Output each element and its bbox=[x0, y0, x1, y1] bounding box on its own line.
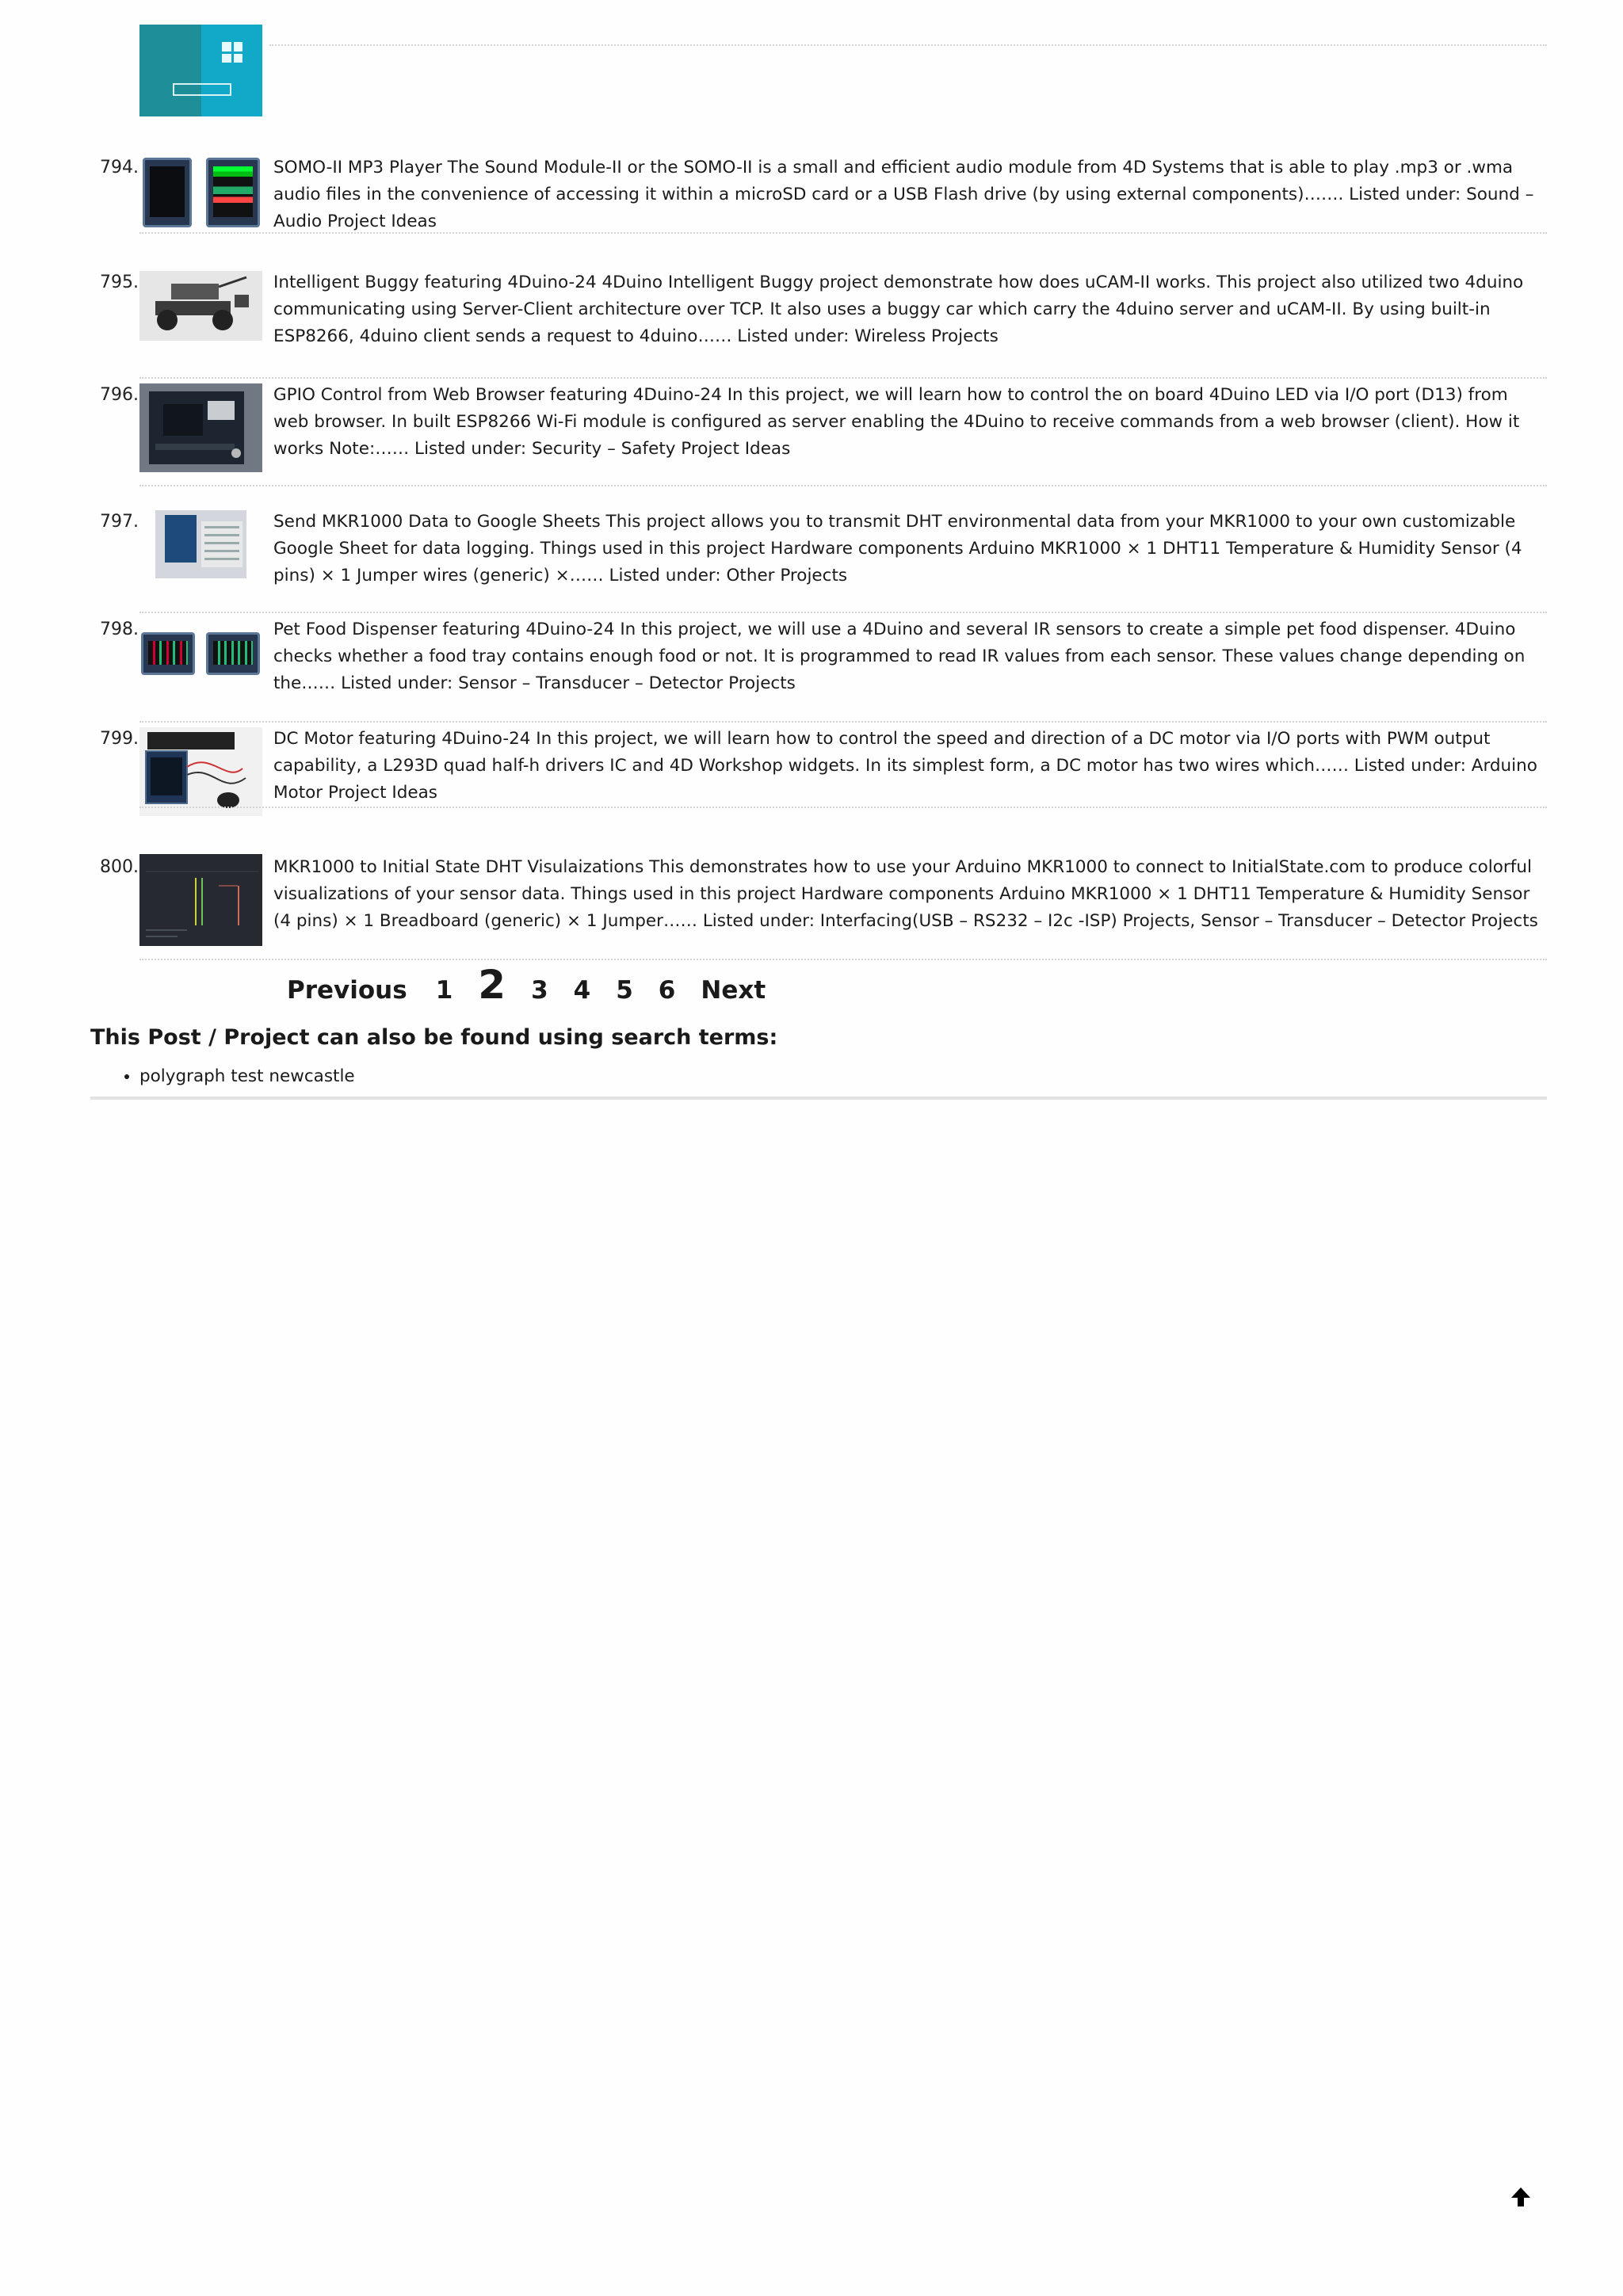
pagination bbox=[287, 962, 794, 1008]
item-description[interactable]: Intelligent Buggy featuring 4Duino-24 4Duino Intelligent Buggy project demonstrate how does uCAM-II works. This project also utilized two 4duino communicating using Server-Client architecture over TCP. It also uses a buggy car which carry the 4duino server and uCAM-II. By using built-in ESP8266, 4duino client sends a request to 4duino…… Listed under: Wireless Projects bbox=[273, 273, 1524, 346]
breadboard-image bbox=[155, 510, 246, 578]
list-separator bbox=[269, 44, 1547, 46]
item-number: 798. bbox=[100, 620, 139, 639]
item-number: 799. bbox=[100, 729, 139, 749]
project-thumbnail[interactable] bbox=[139, 25, 262, 116]
pagination-page-3[interactable]: 3 bbox=[531, 976, 548, 1005]
project-thumbnail[interactable] bbox=[139, 156, 262, 229]
section-divider bbox=[90, 1097, 1547, 1100]
item-number: 800. bbox=[100, 857, 139, 877]
project-thumbnail[interactable] bbox=[139, 271, 262, 341]
pagination-page-1[interactable]: 1 bbox=[435, 976, 453, 1005]
windows-logo-icon bbox=[222, 42, 242, 63]
project-thumbnail[interactable] bbox=[155, 510, 246, 578]
list-separator bbox=[139, 377, 1547, 379]
item-description[interactable]: Send MKR1000 Data to Google Sheets This project allows you to transmit DHT environmental data from your MKR1000 to your own customizable Google Sheet for data logging. Things used in this project Hardware components Arduino MKR1000 × 1 DHT11 Temperature & Humidity Sensor (4 pins) × 1 Jumper wires (generic) ×…… Listed under: Other Projects bbox=[273, 512, 1522, 585]
item-description[interactable]: DC Motor featuring 4Duino-24 In this project, we will learn how to control the speed and direction of a DC motor via I/O ports with PWM output capability, a L293D quad half-h drivers IC and 4D Workshop widgets. In its simplest form, a DC motor has two wires which…… Listed under: Arduino Motor Project Ideas bbox=[273, 729, 1537, 803]
pagination-page-6[interactable]: 6 bbox=[658, 976, 676, 1005]
pagination-page-5[interactable]: 5 bbox=[616, 976, 633, 1005]
item-number: 794. bbox=[100, 158, 139, 177]
item-description[interactable]: Pet Food Dispenser featuring 4Duino-24 In this project, we will use a 4Duino and several IR sensors to create a simple pet food dispenser. 4Duino checks whether a food tray contains enough food or not. It is programmed to read IR values from each sensor. These values change depending on the…… Listed under: Sensor – Transducer – Detector Projects bbox=[273, 620, 1526, 693]
project-thumbnail[interactable] bbox=[139, 727, 262, 816]
pagination-page-4[interactable]: 4 bbox=[573, 976, 591, 1005]
list-separator bbox=[139, 485, 1547, 486]
item-number: 795. bbox=[100, 273, 139, 292]
list-separator bbox=[139, 807, 1547, 808]
search-terms-title: This Post / Project can also be found using search terms: bbox=[90, 1025, 778, 1050]
arrow-up-icon[interactable] bbox=[1509, 2185, 1533, 2209]
item-description[interactable]: GPIO Control from Web Browser featuring 4Duino-24 In this project, we will learn how to control the on board 4Duino LED via I/O port (D13) from web browser. In built ESP8266 Wi-Fi module is configured as server enabling the 4Duino to receive commands from a web browser (client). How it works Note:…… Listed under: Security – Safety Project Ideas bbox=[273, 385, 1520, 459]
item-description[interactable]: SOMO-II MP3 Player The Sound Module-II or the SOMO-II is a small and efficient audio module from 4D Systems that is able to play .mp3 or .wma audio files in the convenience of accessing it within a microSD card or a USB Flash drive (by using external components)……. Listed under: Sound – Audio Project Ideas bbox=[273, 158, 1534, 231]
pagination-next[interactable]: Next bbox=[701, 976, 766, 1005]
list-separator bbox=[139, 721, 1547, 723]
motor-image bbox=[139, 727, 262, 816]
item-number: 797. bbox=[100, 512, 139, 532]
list-separator bbox=[139, 959, 1547, 960]
list-separator bbox=[139, 612, 1547, 613]
pagination-current-page: 2 bbox=[478, 962, 506, 1008]
project-thumbnail[interactable] bbox=[139, 383, 262, 472]
item-number: 796. bbox=[100, 385, 139, 405]
project-thumbnail[interactable] bbox=[139, 854, 262, 946]
buggy-image bbox=[139, 271, 262, 341]
board-image bbox=[139, 383, 262, 472]
search-terms-list bbox=[119, 1063, 355, 1090]
list-separator bbox=[139, 232, 1547, 234]
project-thumbnail[interactable] bbox=[139, 631, 262, 686]
dashboard-image bbox=[139, 854, 262, 946]
item-description[interactable]: MKR1000 to Initial State DHT Visulaizations This demonstrates how to use your Arduino MKR1000 to connect to InitialState.com to produce colorful visualizations of your sensor data. Things used in this project Hardware components Arduino MKR1000 × 1 DHT11 Temperature & Humidity Sensor (4 pins) × 1 Breadboard (generic) × 1 Jumper…… Listed under: Interfacing(USB – RS232 – I2c -ISP) Projects, Sensor – Transducer – Detector Projects bbox=[273, 857, 1538, 931]
pagination-previous[interactable]: Previous bbox=[287, 976, 407, 1005]
search-term-item[interactable]: • polygraph test newcastle bbox=[139, 1063, 355, 1090]
